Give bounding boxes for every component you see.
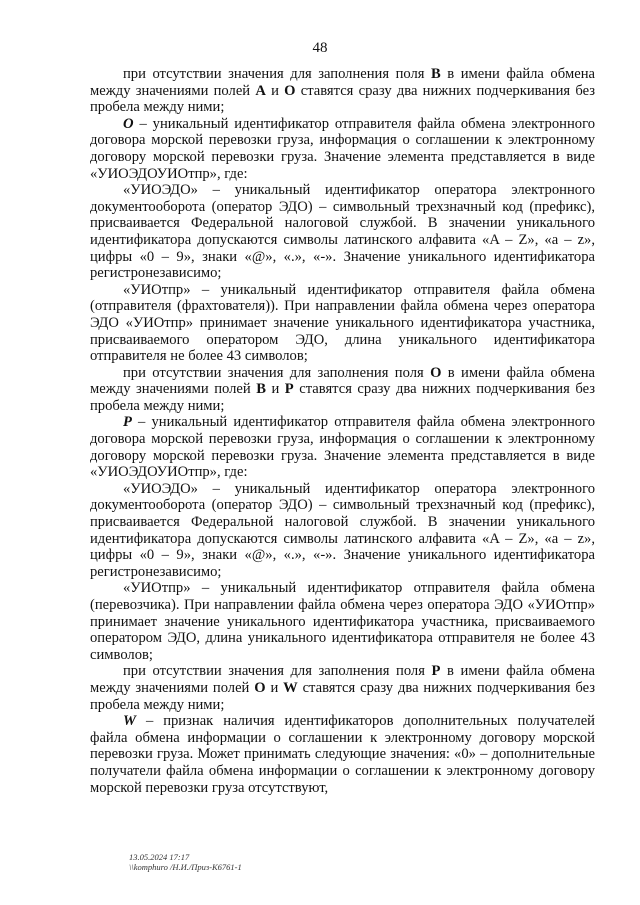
paragraph [90, 182, 595, 282]
text-run: и [265, 679, 284, 696]
text-run: при отсутствии значения для заполнения поля [123, 66, 432, 82]
paragraph [90, 481, 595, 581]
text-run: и [265, 381, 285, 398]
text-run: «УИОЭДО» – уникальный идентификатор оператора электронного документооборота (оператор ЭДО) – символьный трехзначный код (префикс), присваивается Федеральной налоговой службой. В значении уникального идентификатора допускаются символы латинского алфавита «A – Z», «a – z», цифры «0 – 9», знаки «@», «.», «-». Значение уникального идентификатора регистронезависимо; [90, 480, 595, 580]
paragraph [90, 282, 595, 365]
field-code: O [123, 115, 134, 132]
field-code: P [431, 663, 441, 680]
text-run: «УИОтпр» – уникальный идентификатор отправителя файла обмена (отправителя (фрахтователя)). При направлении файла обмена через оператора ЭДО «УИОтпр» принимает значение уникального идентификатора участника, присваиваемого оператором ЭДО, длина уникального идентификатора отправителя не более 43 символов; [90, 281, 595, 365]
paragraph [90, 365, 595, 415]
text-run: – уникальный идентификатор отправителя файла обмена электронного договора морской перевозки груза, информация о соглашении к электронному договору морской перевозки груза. Значение элемента представляется в виде «УИОЭДОУИОтпр», где: [90, 115, 595, 182]
field-code: B [431, 66, 441, 82]
text-run: в имени файла обмена между значениями полей [90, 663, 595, 696]
text-run: при отсутствии значения для заполнения поля [123, 364, 431, 381]
paragraph [90, 116, 595, 182]
field-code: B [256, 381, 266, 398]
footer-document-path: \\komphuro /Н.И./Приз-К6761-1 [129, 862, 242, 872]
text-run: в имени файла обмена между значениями полей [90, 66, 595, 99]
field-code: W [283, 679, 298, 696]
page-number: 48 [312, 40, 328, 56]
paragraph [90, 414, 595, 480]
paragraph [90, 663, 595, 713]
text-run: ставятся сразу два нижних подчеркивания без пробела между ними; [90, 82, 596, 116]
text-run: – признак наличия идентификаторов дополнительных получателей файла обмена информации о соглашении к электронному договору морской перевозки груза. Может принимать следующие значения: «0» – дополнительные получатели файла обмена информации о соглашении к электронному договору морской перевозки груза отсутствуют, [90, 713, 595, 796]
paragraph [90, 713, 595, 796]
text-run: и [265, 82, 285, 99]
field-code: O [284, 82, 296, 99]
text-run: в имени файла обмена между значениями полей [90, 364, 595, 398]
field-code: A [255, 82, 266, 99]
document-body [90, 66, 595, 796]
paragraph [90, 580, 595, 663]
text-run: при отсутствии значения для заполнения поля [123, 663, 432, 680]
text-run: «УИОЭДО» – уникальный идентификатор оператора электронного документооборота (оператор ЭДО) – символьный трехзначный код (префикс), присваивается Федеральной налоговой службой. В значении уникального идентификатора допускаются символы латинского алфавита «A – Z», «a – z», цифры «0 – 9», знаки «@», «.», «-». Значение уникального идентификатора регистронезависимо; [90, 182, 595, 282]
text-run: – уникальный идентификатор отправителя файла обмена электронного договора морской перевозки груза, информация о соглашении к электронному договору морской перевозки груза. Значение элемента представляется в виде «УИОЭДОУИОтпр», где: [90, 414, 595, 481]
field-code: P [284, 381, 294, 398]
text-run: ставятся сразу два нижних подчеркивания без пробела между ними; [90, 679, 596, 713]
field-code: P [123, 414, 132, 431]
paragraph [90, 66, 595, 116]
field-code: O [254, 679, 266, 696]
field-code: W [123, 713, 136, 730]
text-run: ставятся сразу два нижних подчеркивания без пробела между ними; [90, 381, 595, 414]
document-footer [129, 852, 242, 872]
field-code: O [430, 364, 442, 381]
text-run: «УИОтпр» – уникальный идентификатор отправителя файла обмена (перевозчика). При направлении файла обмена через оператора ЭДО «УИОтпр» принимает значение уникального идентификатора участника, присваиваемого оператором ЭДО, длина уникального идентификатора отправителя не более 43 символов; [90, 580, 595, 663]
footer-timestamp: 13.05.2024 17:17 [129, 852, 190, 862]
